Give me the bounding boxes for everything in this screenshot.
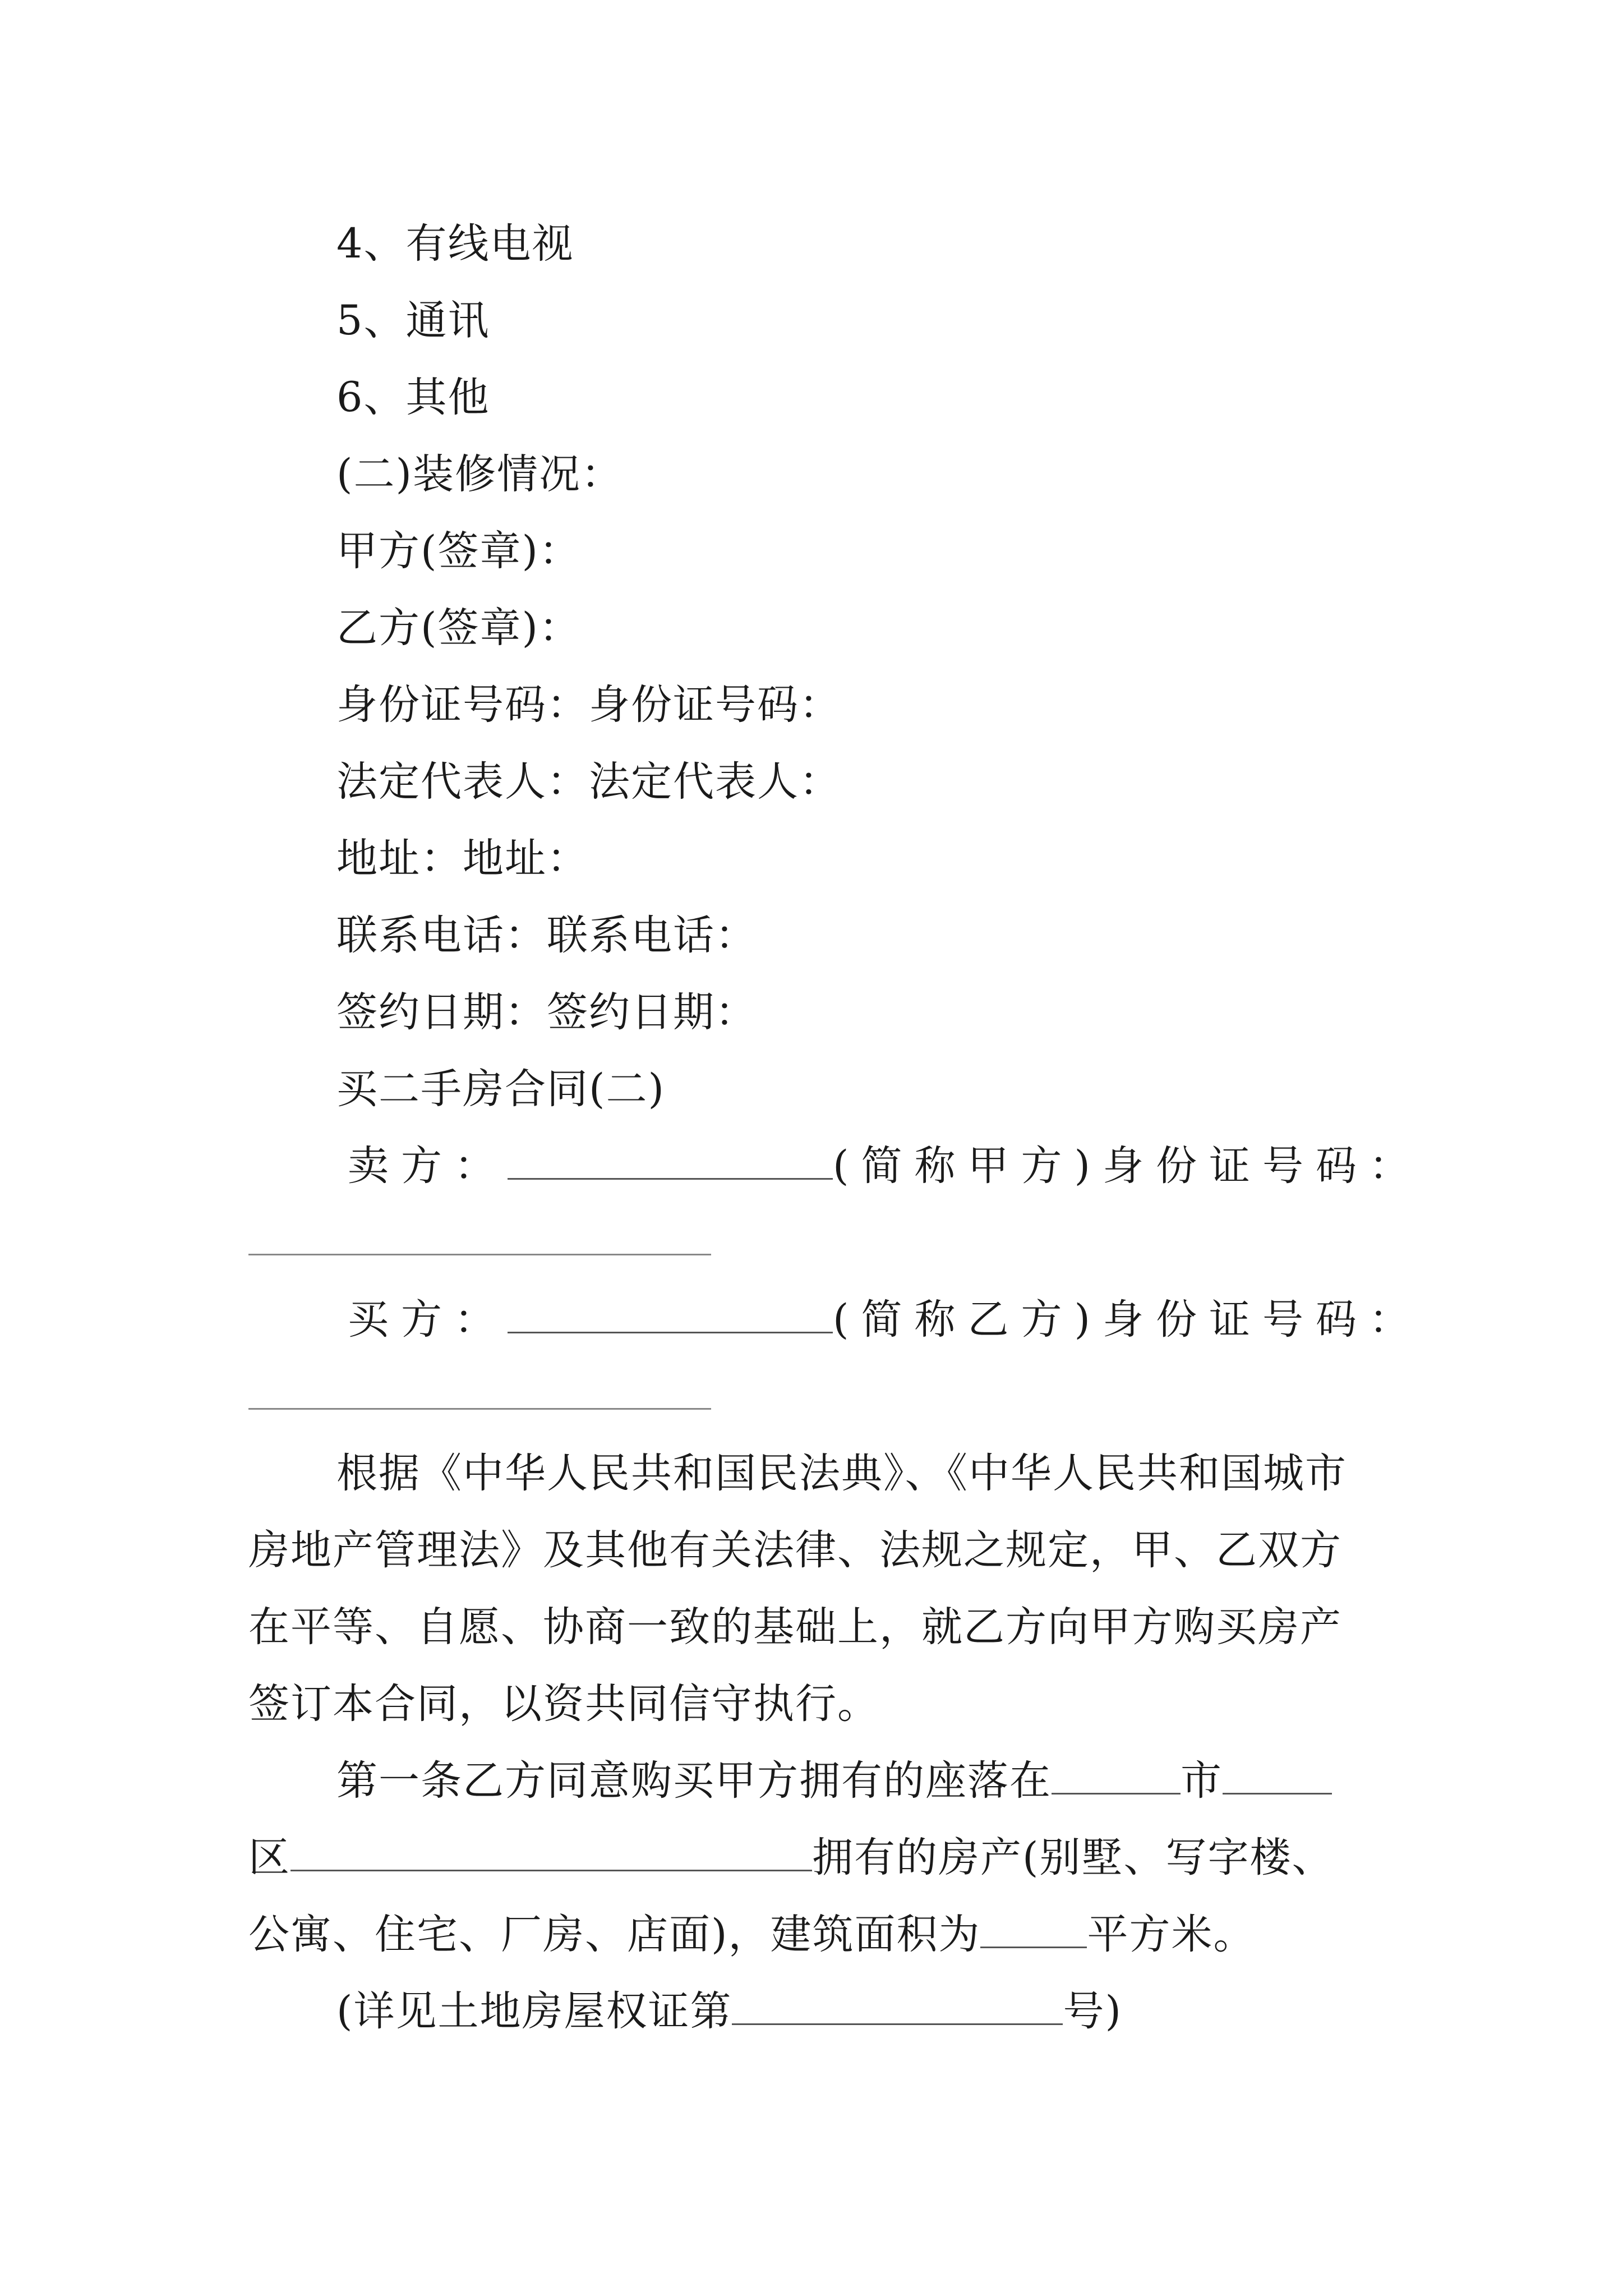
article1-text-h: 号) — [1063, 1987, 1122, 2035]
list-item-cable-tv: 4、有线电视 — [336, 220, 574, 268]
party-b-signature: 乙方(签章)： — [336, 604, 581, 652]
preamble-line-4: 签订本合同，以资共同信守执行。 — [248, 1680, 879, 1728]
list-item-other: 6、其他 — [336, 374, 490, 421]
article1-line-4 — [336, 1984, 1122, 2040]
article1-text-e: 公寓、住宅、厂房、店面)，建筑面积为 — [248, 1911, 981, 1958]
address-line: 地址：地址： — [336, 835, 589, 882]
article1-text-g: (详见土地房屋权证第 — [336, 1987, 732, 2035]
article1-line-2 — [248, 1830, 1334, 1886]
district-blank-a[interactable] — [1223, 1754, 1332, 1795]
legal-representative-line: 法定代表人：法定代表人： — [336, 758, 841, 806]
seller-label: 卖方： — [348, 1142, 508, 1190]
id-number-line: 身份证号码：身份证号码： — [336, 681, 841, 729]
contract-title: 买二手房合同(二) — [336, 1065, 665, 1113]
city-blank[interactable] — [1052, 1754, 1181, 1795]
article1-line-3 — [248, 1907, 1255, 1963]
seller-name-blank[interactable] — [508, 1139, 833, 1180]
article1-text-c: 区 — [248, 1834, 291, 1881]
preamble-line-2: 房地产管理法》及其他有关法律、法规之规定，甲、乙双方 — [248, 1526, 1342, 1574]
seller-line — [348, 1138, 1422, 1194]
article1-line-1 — [336, 1753, 1332, 1809]
buyer-name-blank[interactable] — [508, 1292, 833, 1333]
buyer-line — [348, 1292, 1422, 1348]
party-a-signature: 甲方(签章)： — [336, 527, 581, 575]
sign-date-line: 签约日期：签约日期： — [336, 988, 757, 1036]
article1-text-d: 拥有的房产(别墅、写字楼、 — [812, 1834, 1334, 1881]
seller-suffix: (简称甲方)身份证号码： — [833, 1142, 1422, 1190]
preamble-line-1: 根据《中华人民共和国民法典》、《中华人民共和国城市 — [336, 1450, 1347, 1497]
location-blank[interactable] — [291, 1830, 812, 1871]
section-decoration: (二)装修情况： — [336, 450, 623, 498]
article1-text-b: 市 — [1181, 1757, 1223, 1805]
phone-line: 联系电话：联系电话： — [336, 912, 757, 959]
article1-text-f: 平方米。 — [1087, 1911, 1256, 1958]
list-item-communication: 5、通讯 — [336, 297, 490, 344]
buyer-label: 买方： — [348, 1296, 508, 1343]
buyer-id-blank[interactable] — [248, 1408, 711, 1410]
article1-text-a: 第一条乙方同意购买甲方拥有的座落在 — [336, 1757, 1052, 1805]
seller-id-blank[interactable] — [248, 1254, 711, 1255]
buyer-suffix: (简称乙方)身份证号码： — [833, 1296, 1422, 1343]
area-blank[interactable] — [980, 1907, 1087, 1948]
preamble-line-3: 在平等、自愿、协商一致的基础上，就乙方向甲方购买房产 — [248, 1603, 1342, 1651]
certificate-number-blank[interactable] — [732, 1984, 1063, 2025]
